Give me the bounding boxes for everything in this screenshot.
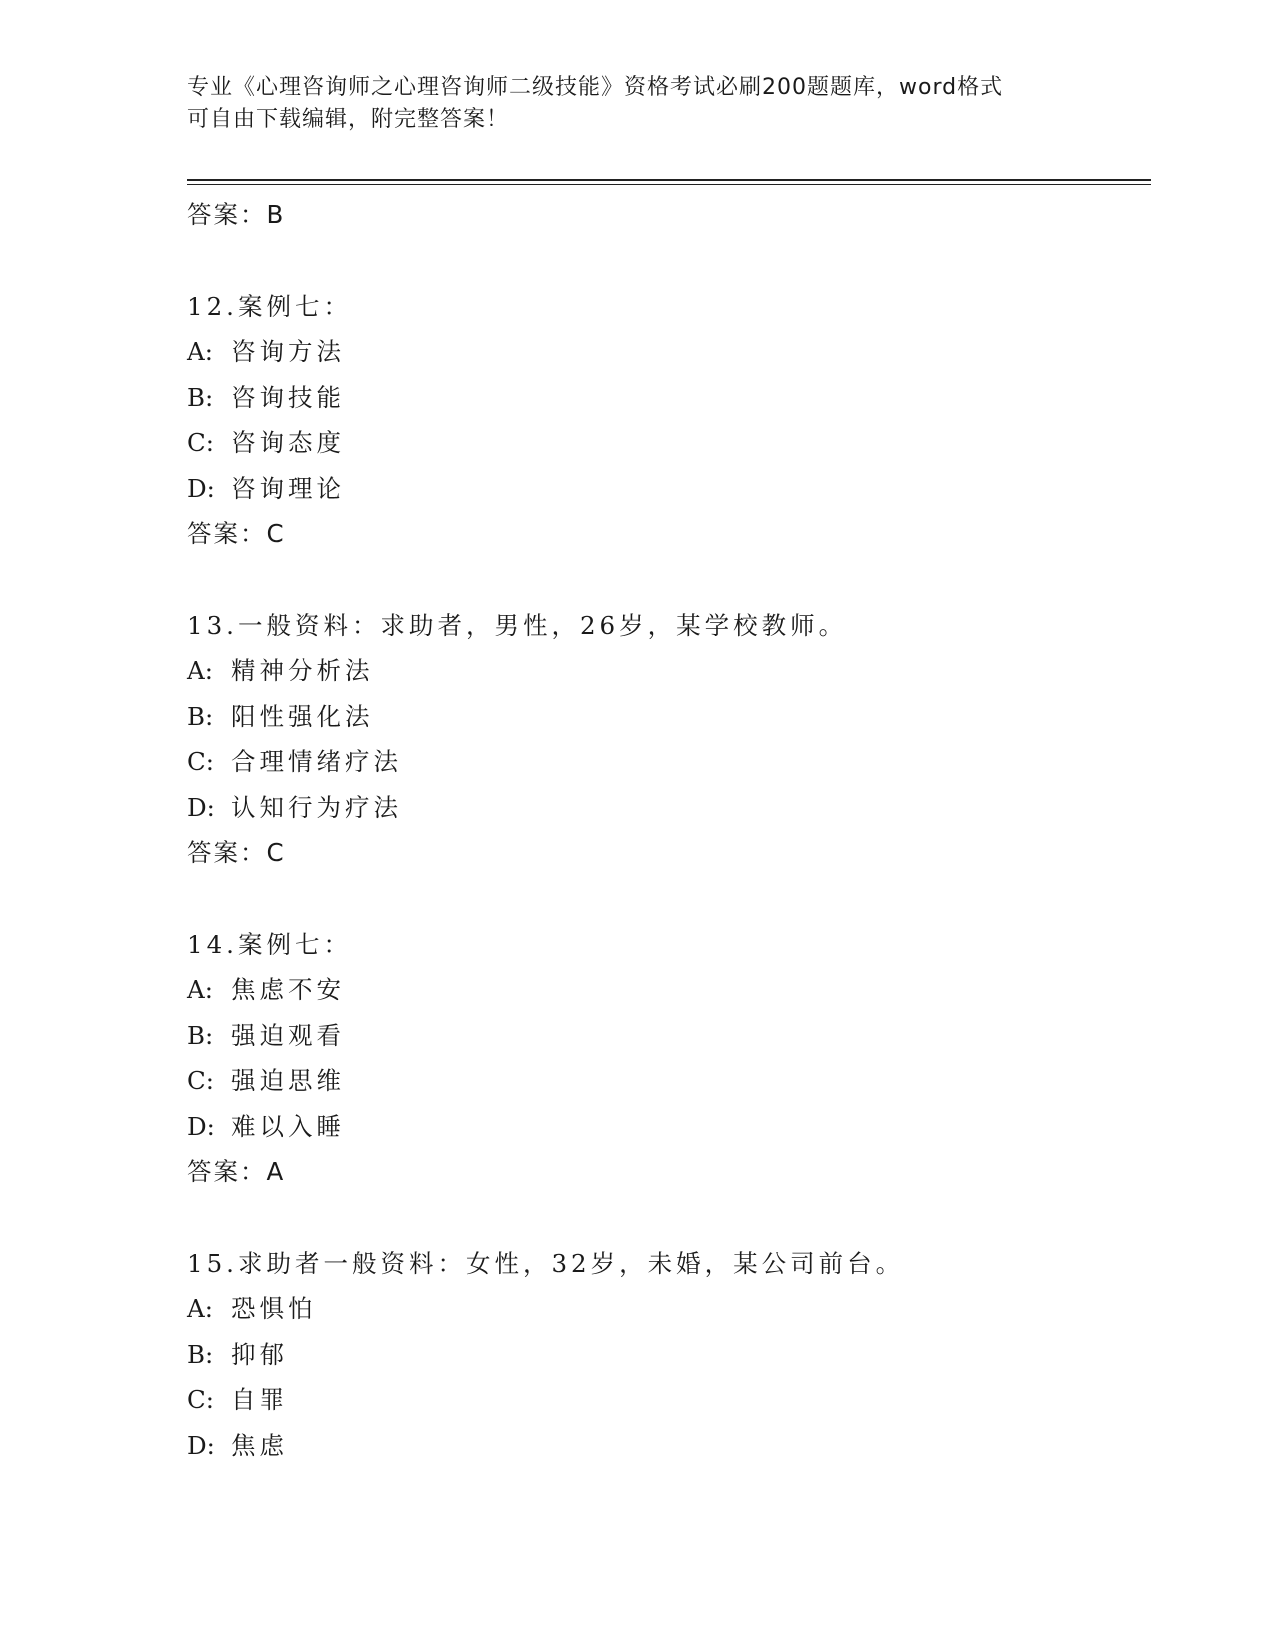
option-text: 抑郁 — [231, 1339, 288, 1369]
option-letter: B: — [187, 701, 214, 731]
option-text: 恐惧怕 — [231, 1294, 317, 1323]
answer-line: 答案：C — [187, 519, 286, 548]
option-text: 精神分析法 — [231, 656, 374, 685]
spacer — [187, 1195, 1151, 1241]
option-c — [187, 1377, 1151, 1423]
option-letter: C: — [187, 1385, 215, 1414]
option-letter: D: — [187, 1430, 215, 1460]
option-b — [187, 1013, 1151, 1059]
option-text: 认知行为疗法 — [231, 792, 402, 822]
option-text: 咨询方法 — [231, 337, 345, 366]
question-block — [187, 603, 1151, 876]
option-letter: B: — [187, 382, 214, 412]
option-text: 合理情绪疗法 — [231, 747, 402, 776]
question-stem: 13.一般资料：求助者，男性，26岁，某学校教师。 — [187, 610, 848, 640]
question-block — [187, 1241, 1151, 1469]
option-c — [187, 420, 1151, 466]
option-letter: D: — [187, 473, 215, 503]
option-text: 焦虑 — [231, 1430, 288, 1460]
question-block — [187, 284, 1151, 557]
header-rule-thick — [187, 179, 1151, 181]
option-letter: A: — [187, 337, 213, 366]
option-text: 难以入睡 — [231, 1111, 345, 1141]
option-letter: D: — [187, 792, 215, 822]
option-a — [187, 648, 1151, 694]
header-rule-thin — [187, 184, 1151, 185]
option-text: 咨询态度 — [231, 428, 345, 457]
option-text: 咨询理论 — [231, 473, 345, 503]
option-letter: B: — [187, 1339, 214, 1369]
spacer — [187, 876, 1151, 922]
option-letter: D: — [187, 1111, 215, 1141]
header-line-2: 可自由下载编辑，附完整答案！ — [187, 107, 510, 132]
option-text: 强迫观看 — [231, 1020, 345, 1050]
option-letter: A: — [187, 656, 213, 685]
option-b — [187, 1332, 1151, 1378]
answer-line: 答案：B — [187, 200, 286, 229]
option-d — [187, 1423, 1151, 1469]
question-list — [187, 192, 1151, 1468]
option-a — [187, 1286, 1151, 1332]
question-stem: 12.案例七： — [187, 291, 352, 321]
option-a — [187, 329, 1151, 375]
option-d — [187, 1104, 1151, 1150]
option-text: 阳性强化法 — [231, 701, 374, 731]
option-d — [187, 785, 1151, 831]
option-letter: B: — [187, 1020, 214, 1050]
option-text: 强迫思维 — [231, 1066, 345, 1095]
spacer — [187, 557, 1151, 603]
option-text: 焦虑不安 — [231, 975, 345, 1004]
option-letter: C: — [187, 428, 215, 457]
option-letter: C: — [187, 747, 215, 776]
option-d — [187, 466, 1151, 512]
option-letter: C: — [187, 1066, 215, 1095]
spacer — [187, 238, 1151, 284]
question-stem: 15.求助者一般资料：女性，32岁，未婚，某公司前台。 — [187, 1248, 905, 1278]
option-text: 咨询技能 — [231, 382, 345, 412]
option-letter: A: — [187, 975, 213, 1004]
option-text: 自罪 — [231, 1385, 288, 1414]
option-b — [187, 694, 1151, 740]
header-line-1: 专业《心理咨询师之心理咨询师二级技能》资格考试必刷200题题库，word格式 — [187, 75, 1004, 100]
question-block — [187, 922, 1151, 1195]
question-stem: 14.案例七： — [187, 929, 352, 959]
option-c — [187, 1058, 1151, 1104]
answer-line: 答案：A — [187, 1157, 286, 1186]
option-a — [187, 967, 1151, 1013]
document-header — [187, 72, 1087, 136]
answer-line: 答案：C — [187, 838, 286, 867]
option-letter: A: — [187, 1294, 213, 1323]
option-b — [187, 375, 1151, 421]
option-c — [187, 739, 1151, 785]
